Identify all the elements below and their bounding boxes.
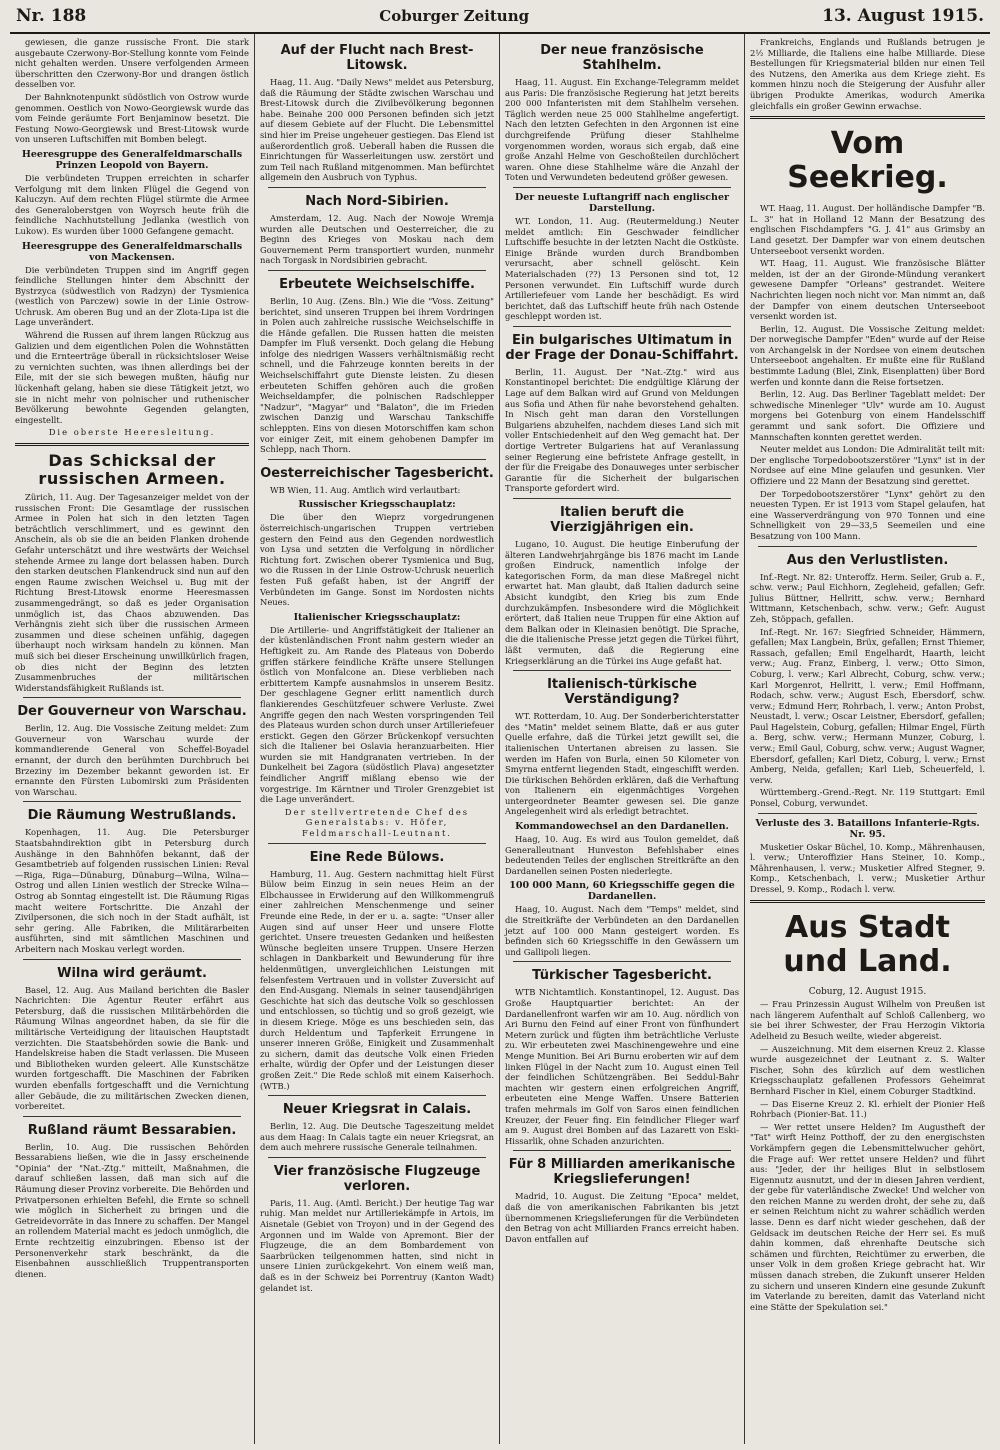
article-text: Neuter meldet aus London: Die Admiralität teilt mit: Der englische Torpedobootszerstörer "Lynx" ist in der Nordsee auf eine Mine gelaufen und gesunken. Vier Offiziere und 22 Mann der Besatzung sind gerettet. [750,444,985,486]
article-headline: Erbeutete Weichselschiffe. [279,276,475,292]
article-text: Madrid, 10. August. Die Zeitung "Epoca" meldet, daß die von amerikanischen Fabrikanten bis jetzt übernommenen Kriegslieferungen für die Verbündeten den Betrag von acht Milliarden Francs erreicht haben. Davon entfallen auf [505,1191,739,1244]
divider [513,670,731,671]
article-headline: Vier französische Flugzeuge verloren. [273,1163,481,1194]
article-text: Lugano, 10. August. Die heutige Einberufung der älteren Landwehrjahrgänge bis 1876 macht im Lande großen Eindruck, namentlich infolge der kategorischen Form, da man diese Maßregel nicht erwartet hat. Man glaubt, daß Italien dadurch seine Absicht kundgibt, den Krieg bis zum Ende durchzukämpfen. Insbesondere wird die Möglichkeit erörtert, daß Italien neue Truppen für eine Aktion auf dem Balkan oder in Kleinasien benötigt. Die Sprache, die die italienische Presse jetzt gegen die Türkei führt, läßt vermuten, daß die Regierung eine Kriegserklärung an die Türkei ins Auge gefaßt hat. [505,539,739,666]
section-subheading: Der neueste Luftangriff nach englischer Darstellung. [514,191,730,214]
article-text: WB Wien, 11. Aug. Amtlich wird verlautbart: [270,484,461,495]
article-headline: Italienisch-türkische Verständigung? [547,677,697,708]
article-text: Haag, 11. August. Ein Exchange-Telegramm meldet aus Paris: Die französische Regierung hat jetzt bereits 200 000 Infanteristen mit dem Stahlhelm versehen. Täglich werden neue 25 000 Stahlhelme angefertigt. Nach den letzten Gefechten in den Argonnen ist eine durchgreifende Prüfung dieser Stahlhelme vorgenommen worden, woraus sich ergab, daß eine große Anzahl Helme von Geschoßteilen durchlöchert waren. Ohne diese Stahlhelme wäre die Anzahl der Toten und Verwundeten bedeutend größer gewesen. [505,77,739,183]
divider [15,443,249,446]
divider [758,813,977,814]
newspaper-title: Coburger Zeitung [379,7,530,25]
article-headline: Die Räumung Westrußlands. [27,808,237,824]
article-text: WT. Haag, 11. August. Der holländische Dampfer "B. L. 3" hat in Holland 12 Mann der Besatzung des englischen Fischdampfers "G. J. 41" aus Grimsby an Land gesetzt. Der Dampfer war von einem deutschen Unterseeboot versenkt worden. [750,203,985,256]
article-headline: Der Gouverneur von Warschau. [17,704,247,720]
article-headline: Eine Rede Bülows. [309,849,445,865]
article-headline: Nach Nord-Sibirien. [305,193,449,209]
article-headline: Neuer Kriegsrat in Calais. [282,1102,472,1118]
article-text: Inf.-Regt. Nr. 167: Siegfried Schneider, Hämmern, gefallen; Max Langbein, Brüx, gefallen; Ernst Thiemer, Rassach, gefallen; Emil Engelhardt, Haarth, leicht verw.; Aug. Franz, Einberg, l. verw.; Otto Simon, Coburg, l. verw.; Karl Albrecht, Coburg, schw. verw.; Karl Morgenrot, Hellritt, l. verw.; Emil Hoffmann, Rodach, schw. verw.; August Esch, Ebersdorf, schw. verw.; Edmund Herr, Rohrbach, l. verw.; Anton Probst, Neustadt, l. verw.; Oscar Leistner, Ebersdorf, gefallen; Paul Hagelstein, Coburg, gefallen; Hilmar Engel, Fürth a. Berg, schw. verw.; Hermann Munzer, Coburg, l. verw.; Emil Gaul, Coburg, schw. verw.; August Wagner, Ebersdorf, gefallen; Karl Dietz, Coburg, l. verw.; Ernst Amberg, Neida, gefallen; Karl Lieb, Scheuerfeld, l. verw. [750,626,985,785]
column-2 [255,34,500,1444]
article-text: Haag, 10. Aug. Es wird aus Toulon gemeldet, daß Generalleutnant Hunveston Befehlshaber eines bedeutenden Teiles der englischen Streitkräfte an den Dardanellen seinen Posten niederlegte. [505,834,739,876]
article-text: Zürich, 11. Aug. Der Tagesanzeiger meldet von der russischen Front: Die Gesamtlage der russischen Armee in Polen hat sich in den letzten Tagen beträchtlich verschlimmert, und es gewinnt den Anschein, als ob sie die an beiden Flanken drohende Gefahr unterschätzt und ihre westwärts der Weichsel stehende Armee zu lange dort belassen haben. Durch den starken deutschen Flankendruck sind nun auf den engen Raume zwischen Weichsel u. Bug mit der Richtung Brest-Litowsk enorme Heeresmassen zusammengedrängt, so daß es jeder Organisation unmöglich ist, das Chaos abzuwenden. Das Verhängnis zieht sich über die russischen Armeen zusammen und diese scheinen unfähig, dagegen überhaupt noch wirksam handeln zu können. Man muß sich bei dieser Erscheinung unwillkürlich fragen, ob dies nicht der Beginn des letzten Zusammenbruches der militärischen Widerstandsfähigkeit Rußlands ist. [15,492,249,693]
article-text: Basel, 12. Aug. Aus Mailand berichten die Basler Nachrichten: Die Agentur Reuter erfährt aus Petersburg, daß die russischen Militärbehörden die Räumung Wilnas angeordnet haben, da sie für die militärische Verteidigung der litauischen Hauptstadt verzichten. Die Staatsbehörden sowie die Bank- und Handelskreise haben die Stadt verlassen. Die Museen und Bibliotheken wurden geleert. Alle Kunstschätze wurden fortgeschafft. Die Maschinen der Fabriken wurden ebenfalls fortgeschafft und die Vernichtung aller Gebäude, die zu militärischen Zwecken dienen, vorbereitet. [15,984,249,1112]
article-text: Die Artillerie- und Angriffstätigkeit der Italiener an der küstenländischen Front nahm gestern wieder an Heftigkeit zu. Am Rande des Plateaus von Doberdo griffen stärkere feindliche Kräfte unsere Stellungen östlich von Monfalcone an. Diese verblieben nach erbittertem Kampfe ausnahmslos in unserem Besitz. Der geschlagene Gegner erlitt namentlich durch flankierendes Geschützfeuer schwere Verluste. Zwei Angriffe gegen den nach Westen vorspringenden Teil des Plateaus wurden schon durch unser Artilleriefeuer erstickt. Gegen den Görzer Brückenkopf versuchten sich die Italiener bei Oslavia heranzuarbeiten. Hier wurden sie mit Handgranaten vertrieben. In der Dunkelheit bei Zagora (südöstlich Plava) angesetzter feindlicher Angriff mißlang ebenso wie der vorgestrige. Im Kärntner und Tiroler Grenzgebiet ist die Lage unverändert. [260,624,494,805]
column-1 [10,34,255,1444]
divider [513,326,731,327]
section-subheading: Verluste des 3. Bataillons Infanterie-Rgts. Nr. 95. [755,817,980,840]
article-headline: Für 8 Milliarden amerikanische Kriegslieferungen! [508,1157,736,1188]
issue-number: Nr. 188 [16,6,87,26]
article-text: Der Torpedobootszerstörer "Lynx" gehört zu den neuesten Typen. Er ist 1913 vom Stapel gelaufen, hat eine Wasserverdrängung von 970 Tonnen und eine Schnelligkeit von 29—33,5 Seemeilen und eine Besatzung von 100 Mann. [750,488,985,541]
article-text: Musketier Oskar Büchel, 10. Komp., Mährenhausen, l. verw.; Unteroffizier Hans Steiner, 10. Komp., Mährenhausen, l. verw.; Musketier Alfred Stegner, 9. Komp., Ketschenbach, l. verw.; Musketier Arthur Dressel, 9. Komp., Rodach l. verw. [750,841,985,894]
column-3 [500,34,745,1444]
article-headline: Italien beruft die Vierzigjährigen ein. [550,505,694,535]
divider [268,1095,486,1096]
article-text: WTB Nichtamtlich. Konstantinopel, 12. August. Das Große Hauptquartier berichtet: An der Dardanellenfront warfen wir am 10. Aug. nördlich von Ari Burnu den Feind auf einer Front von fünfhundert Metern zurück und fügten ihm beträchtliche Verluste zu. Wir erbeuteten zwei Maschinengewehre und eine Menge Munition. Bei Ari Burnu eroberten wir auf dem linken Flügel in der Nacht zum 10. August einen Teil der feindlichen Schützengräben. Bei Seddul-Bahr machten wir gestern einen erfolgreichen Angriff, erbeuteten eine Menge Waffen. Unsere Batterien trafen mehrmals im Golf von Saros einen feindlichen Kreuzer, der Feuer fing. Ein feindlicher Flieger warf am 9. August drei Bomben auf das Lazarett von Eski-Hissarlik, ohne Schaden anzurichten. [505,987,739,1146]
article-text: Paris, 11. Aug. (Amtl. Bericht.) Der heutige Tag war ruhig. Man meldet nur Artilleriekämpfe in Artois, im Aisnetale (Gebiet von Troyon) und in der Gegend des Argonnen und im Walde von Apremont. Bier der Flugzeuge, die an dem Bombardement von Saarbrücken teilgenommen hatten, sind nicht in unsere Linien zurückgekehrt. Von einem weiß man, daß es in der Schweiz bei Porrentruy (Kanton Wadt) gelandet ist. [260,1197,494,1293]
section-subheading: Kommandowechsel an den Dardanellen. [515,821,729,833]
article-text: Berlin, 12. Aug. Die Vossische Zeitung meldet: Zum Gouverneur von Warschau wurde der kommandierende General von Scheffel-Boyadel ernannt, der durch den berühmten Durchbruch bei Brzeziny im Dezember bekannt geworden ist. Er ernannte den Fürsten Lubomirski zum Präsidenten von Warschau. [15,723,249,797]
article-text: gewiesen, die ganze russische Front. Die stark ausgebaute Czerwony-Bor-Stellung konnte vom Feinde nicht gehalten werden. Unsere verfolgenden Armeen überschritten den Czerwony-Bor und drangen östlich desselben vor. [15,37,249,90]
section-subheading: Heeresgruppe des Generalfeldmarschalls Prinzen Leopold von Bayern. [21,148,243,171]
article-text: — Das Eiserne Kreuz 2. Kl. erhielt der Pionier Heß Rohrbach (Pionier-Bat. 11.) [750,1098,985,1120]
issue-date: 13. August 1915. [822,6,984,26]
columns [10,34,990,1444]
article-text: Berlin, 12. Aug. Das Berliner Tageblatt meldet: Der schwedische Minenleger "Ulv" wurde am 10. August morgens bei Gotenburg von einem Handelsschiff gerammt und sank sofort. Die Offiziere und Mannschaften konnten gerettet werden. [750,389,985,442]
dateline: Coburg, 12. August 1915. [808,986,927,997]
signature-line: Die oberste Heeresleitung. [48,427,216,438]
article-text: Haag, 11. Aug. "Daily News" meldet aus Petersburg, daß die Räumung der Städte zwischen Warschau und Brest-Litowsk durch die Zivilbevölkerung begonnen habe. Beinahe 200 000 Personen befinden sich jetzt auf diesem Gebiete auf der Flucht. Die Lebensmittel sind hier im Preise ungeheuer gestiegen. Das Elend ist außerordentlich groß. Ueberall haben die Russen die Einrichtungen für Wasserleitungen usw. zerstört und zum Teil nach Rußland mitgenommen. Man befürchtet allgemein den Ausbruch von Typhus. [260,77,494,183]
article-text: Berlin, 12. Aug. Die Deutsche Tageszeitung meldet aus dem Haag: In Calais tagte ein neuer Kriegsrat, an dem auch mehrere russische Generale teilnahmen. [260,1121,494,1153]
section-subheading: Russischer Kriegsschauplatz: [298,499,456,511]
section-subheading: Italienischer Kriegsschauplatz: [293,611,461,623]
signature-line: Der stellvertretende Chef des Generalstabs: v. Höfer, Feldmarschall-Leutnant. [284,806,470,839]
divider [758,546,977,547]
section-headline: Vom Seekrieg. [787,126,948,196]
article-text: — Auszeichnung. Mit dem eisernen Kreuz 2. Klasse wurde ausgezeichnet der Leutnant z. S. Walter Fischer, Sohn des kürzlich auf dem westlichen Kriegsschauplatz gefallenen Professors Geheimrat Bernhard Fischer in Kiel, einem Coburger Stadtkind. [750,1043,985,1096]
divider [513,498,731,499]
masthead [10,6,990,34]
section-headline: Aus Stadt und Land. [783,909,952,979]
article-text: Berlin, 11. August. Der "Nat.-Ztg." wird aus Konstantinopel berichtet: Die endgültige Klärung der Lage auf dem Balkan wird auf Grund von Meldungen aus Sofia und Athen für nahe bevorstehend gehalten. In Nisch geht man daran den Vorstellungen Bulgariens abzuhelfen, nachdem dieses Land sich mit voller Entschiedenheit auf den Weg gemacht hat. Der dortige Vertreter Bulgariens hat auf Veranlassung seiner Regierung eine befristete Anfrage gestellt, in der für die Freigabe des Donauweges unter serbischer Garantie für die Sicherheit der bulgarischen Transporte gefordert wird. [505,366,739,494]
article-text: Berlin, 10 Aug. (Zens. Bln.) Wie die "Voss. Zeitung" berichtet, sind unseren Truppen bei ihrem Vordringen in Polen auch zahlreiche russische Weichselschiffe in die Hände gefallen. Die Russen hatten die meisten Dampfer im Fluß versenkt. Doch gelang die Hebung infolge des niedrigen Wassers verhältnismäßig recht schnell, und die Fahrzeuge konnten bereits in der Weichselschiffahrt gute Dienste leisten. Zu diesen erbeuteten Schiffen gehören auch die großen Weichseldampfer, die polnischen Radschlepper "Nadzur", "Magyar" und "Balaton", die im Frieden zwischen Danzig und Warschau Tankschiffe schleppten. Eins von diesen Motorschiffen kam schon vor einiger Zeit, mit einem gehobenen Dampfer im Schlepp, nach Thorn. [260,295,494,455]
article-headline: Ein bulgarisches Ultimatum in der Frage der Donau-Schiffahrt. [505,332,739,363]
divider [513,1150,731,1151]
article-headline: Der neue französische Stahlhelm. [540,43,704,73]
article-text: Der Bahnknotenpunkt südöstlich von Ostrow wurde genommen. Oestlich von Nowo-Georgiewsk wurde das vom Feinde geräumte Fort Benjaminow besetzt. Die Festung Nowo-Georgiewsk und Brest-Litowsk wurde von unseren Luftschiffen mit Bomben belegt. [15,91,249,145]
article-text: — Wer rettet unsere Helden? Im Augustheft der "Tat" wirft Heinz Potthoff, der zu den energischsten Vorkämpfern gegen die Lebensmittelwucher gehört, die Frage auf: Wer rettet unsere Helden? und führt aus: "Jeder, der ihr heiliges Blut in selbstlosem Eigennutz ausnutzt, und der in diesen Jahren verdient, der gebe für vaterländische Zwecke! Und welcher von den reichen Manne zu werden droht, der sehe zu, daß er seinen Reichtum nicht zu wahrer schädlich werden lasse. Denn es darf nicht wieder geschehen, daß der Geldsack im deutschen Reiche der Herr sei. Es muß dahin kommen, daß ehrenhafte Deutsche sich schämen und fürchten, Reichtümer zu erwerben, die unser Volk in dem großen Kriege gebracht hat. Wir müssen danach streben, die Zukunft unserer Helden zu sichern und unseren Kindern eine gesunde Zukunft im Vaterlande zu bereiten, damit das Vaterland nicht eine Stätte der Spekulation sei." [750,1121,985,1312]
divider [23,801,241,802]
article-text: Kopenhagen, 11. Aug. Die Petersburger Staatsbahndirektion gibt in Petersburg durch Aushänge in den Bahnhöfen bekannt, daß der Gesamtbetrieb auf folgenden russischen Linien: Reval—Riga, Riga—Dünaburg, Dünaburg—Wilna, Wilna—Ostrog und allen Linien westlich der Strecke Wilna—Ostrog ab Sonntag eingestellt ist. Die Räumung Rigas macht weitere Fortschritte. Die Anzahl der Zivilpersonen, die sich noch in der Stadt aufhält, ist sehr gering. Alle Fabriken, die Militärarbeiten ausführten, sind mit sämtlichen Maschinen und Arbeitern nach Moskau verlegt worden. [15,827,249,954]
divider [23,697,241,698]
divider [23,959,241,960]
article-text: Die verbündeten Truppen erreichten in scharfer Verfolgung mit dem linken Flügel die Gegend von Kaluczyn. Auf dem rechten Flügel stürmte die Armee des Generaloberstgen von Woyrsch heute früh die feindliche Nachhutstellung Jedlanka (westlich von Lukow). Es wurden über 1000 Gefangene gemacht. [15,172,249,236]
article-headline: Oesterreichischer Tagesbericht. [260,465,494,481]
section-subheading: 100 000 Mann, 60 Kriegsschiffe gegen die Dardanellen. [509,880,735,903]
article-headline: Das Schicksal der russischen Armeen. [38,451,226,488]
divider [268,843,486,844]
divider [750,116,985,119]
article-text: Hamburg, 11. Aug. Gestern nachmittag hielt Fürst Bülow beim Einzug in sein neues Heim an der Elbchaussee in Erwiderung auf den Willkommengruß einer zahlreichen Menschenmenge und seiner Freunde eine Rede, in der er u. a. sagte: "Unser aller Augen sind auf unser Heer und unsere Flotte gerichtet. Unsere treuesten Gedanken und heißesten Wünsche begleiten unsere Truppen. Unsere Herzen schlagen in Dankbarkeit und Bewunderung für ihre heldenmütigen, unvergleichlichen Leistungen mit felsenfestem Vertrauen und in vollster Zuversicht auf den End-Ausgang. Niemals in seiner tausendjährigen Geschichte hat sich das deutsche Volk so geschlossen und entschlossen, so tüchtig und so groß gezeigt, wie in diesem Kriege. Möge es uns beschieden sein, das durch Heldentum und Tapferkeit Errungene in unserer inneren Größe, Einigkeit und Zusammenhalt zu sichern, damit das deutsche Volk einen Frieden erhalte, würdig der Opfer und der Leistungen dieser großen Zeit." Die Rede schloß mit einem Kaiserhoch. (WTB.) [260,868,494,1091]
divider [268,459,486,460]
article-text: — Frau Prinzessin August Wilhelm von Preußen ist nach längerem Aufenthalt auf Schloß Callenberg, wo sie bei ihrer Schwester, der Frau Herzogin Viktoria Adelheid zu Besuch weilte, wieder abgereist. [750,999,985,1041]
article-text: Württemberg.-Grend.-Regt. Nr. 119 Stuttgart: Emil Ponsel, Coburg, verwundet. [750,787,985,809]
article-text: Amsterdam, 12. Aug. Nach der Nowoje Wremja wurden alle Deutschen und Oesterreicher, die zu Beginn des Krieges von Moskau nach dem Gouvernement Perm transportiert wurden, nunmehr nach Torgask in Nordsibirien gebracht. [260,212,494,266]
divider [513,187,731,188]
section-subheading: Heeresgruppe des Generalfeldmarschalls von Mackensen. [21,240,243,263]
article-headline: Türkischer Tagesbericht. [532,968,712,984]
divider [268,1157,486,1158]
article-headline: Rußland räumt Bessarabien. [27,1122,237,1138]
article-text: Frankreichs, Englands und Rußlands betrugen je 2½ Milliarde, die Italiens eine halbe Milliarde. Diese Bestellungen für Kriegsmaterial bilden nur einen Teil des Nutzens, den Amerika aus dem Kriege zieht. Es kommen hinzu noch die Steigerung der Ausfuhr aller übrigen Produkte Amerikas, wodurch Amerika gleichfalls ein großer Gewinn erwachse. [750,37,985,111]
divider [268,187,486,188]
column-4 [745,34,990,1444]
divider [513,961,731,962]
divider [750,900,985,903]
article-text: Die über den Wieprz vorgedrungenen österreichisch-ungarischen Truppen vertrieben gestern den Feind aus den Gegenden nordwestlich von Lysa und setzten die Verfolgung in nördlicher Richtung fort. Zwischen oberer Tysmienica und Bug, wo die Russen in der Linie Ostrow-Uchrusk neuerlich festen Fuß gefaßt haben, ist der Angriff der Verbündeten im Gange. Sonst im Nordosten nichts Neues. [260,512,494,608]
article-text: Haag, 10. August. Nach dem "Temps" meldet, sind die Streitkräfte der Verbündeten an den Dardanellen jetzt auf 100 000 Mann gesteigert worden. Es befinden sich 60 Kriegsschiffe in den Gewässern um und Gallipoli liegen. [505,904,739,957]
article-text: WT. Rotterdam, 10. Aug. Der Sonderberichterstatter des "Matin" meldet seinem Blatte, daß er aus guter Quelle erfahre, daß die Türkei jetzt gewillt sei, die italienischen Untertanen abreisen zu lassen. Sie werden im Hafen von Burla, einen 50 Kilometer von Smyrna entfernt liegenden Stadt, eingeschifft werden. Die türkischen Behörden erklären, daß die Verhaftung von Italienern ein eigenmächtiges Vorgehen untergeordneter Beamter gewesen sei. Die ganze Angelegenheit wird als erledigt betrachtet. [505,711,739,817]
article-text: Während die Russen auf ihrem langen Rückzug aus Galizien und dem eigentlichen Polen die Wohnstätten und die Ernteerträge überall in rücksichtsloser Weise zu vernichten suchten, was ihnen allerdings bei der Eile, mit der sie sich bewegen mußten, häufig nur lückenhaft gelang, haben sie diese Tätigkeit jetzt, wo sie in nicht mehr von polnischer und ruthenischer Bevölkerung bewohnte Gegenden gelangten, eingestellt. [15,330,249,425]
article-text: Berlin, 10. Aug. Die russischen Behörden Bessarabiens ließen, wie die in Jassy erscheinende "Opinia" der "Nat.-Ztg." mitteilt, Maßnahmen, die darauf schließen lassen, daß man sich auf die Räumung dieser Provinz vorbereite. Die Behörden und Privatpersonen erhielten Befehl, die Ernte so schnell wie möglich in Sicherheit zu bringen und die Getreidevorräte in das Innere zu schaffen. Der Mangel an rollendem Material macht es jedoch unmöglich, die Ernte rechtzeitig einzubringen. Ebenso ist der Personenverkehr stark beschränkt, da die Eisenbahnen ausschließlich Truppentransporten dienen. [15,1141,249,1279]
divider [23,1116,241,1117]
article-headline: Auf der Flucht nach Brest-Litowsk. [280,43,474,73]
article-headline: Wilna wird geräumt. [57,965,207,981]
divider [268,270,486,271]
article-text: Die verbündeten Truppen sind im Angriff gegen feindliche Stellungen hinter dem Abschnitt der Bystrzyca (südwestlich von Radzyn) der Tysmienica (westlich von Parczew) sowie in der Linie Ostrow-Uchrusk. Am oberen Bug und an der Zlota-Lipa ist die Lage unverändert. [15,264,249,328]
article-text: WT. London, 11. Aug. (Reutermeldung.) Neuter meldet amtlich: Ein Geschwader feindlicher Luftschiffe besuchte in der letzten Nacht die Ostküste. Einige Brände wurden durch Brandbomben verursacht, aber schnell gelöscht. Kein Materialschaden (??) 13 Personen sind tot, 12 Personen verwundet. Ein Luftschiff wurde durch Artilleriefeuer vom Lande her beschädigt. Es wird berichtet, daß das Luftschiff heute früh nach Ostende geschleppt worden ist. [505,215,739,322]
article-text: WT. Haag, 11. August. Wie französische Blätter melden, ist der an der Gironde-Mündung verankert gewesene Dampfer "Orleans" gestrandet. Weitere Nachrichten liegen noch nicht vor. Man nimmt an, daß der Dampfer von einem deutschen Unterseeboot versenkt worden ist. [750,258,985,322]
article-headline: Aus den Verlustlisten. [786,552,949,568]
article-text: Inf.-Regt. Nr. 82: Unteroffz. Herm. Seiler, Grub a. F., schw. verw.; Paul Eichhorn, Zegleheid, gefallen; Gefr. Julius Büttner, Hellritt, schw. verw.; Bernhard Wittmann, Ketschenbach, schw. verw.; Gefr. August Zeh, Stöppach, gefallen. [750,571,985,624]
article-text: Berlin, 12. August. Die Vossische Zeitung meldet: Der norwegische Dampfer "Eden" wurde auf der Reise von Archangelsk in der Nordsee von einem deutschen Unterseeboot angehalten. Er mußte eine für Rußland bestimmte Ladung (Blei, Zink, Eisenplatten) über Bord werfen und konnte dann die Reise fortsetzen. [750,323,985,387]
